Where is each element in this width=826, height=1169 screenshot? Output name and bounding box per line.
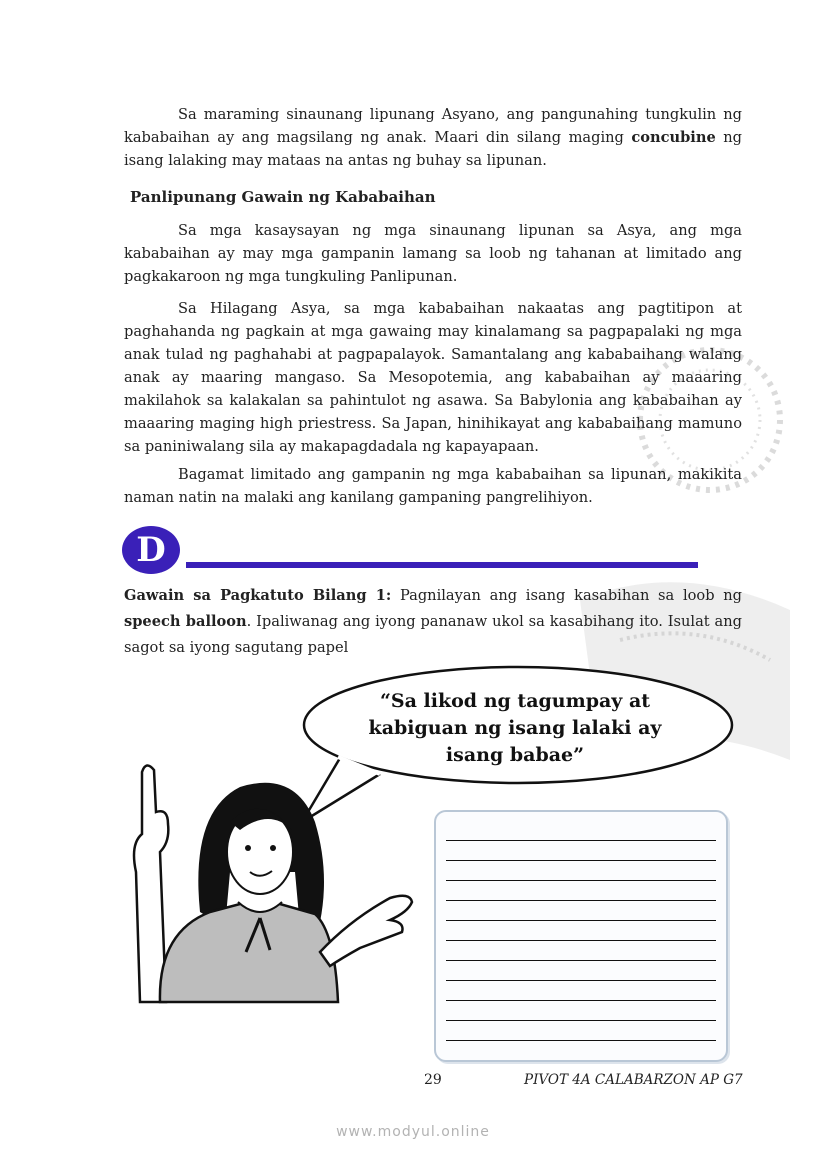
footer-title: PIVOT 4A CALABARZON AP G7 [524,1072,743,1088]
paragraph-intro: Sa maraming sinaunang lipunang Asyano, ang pangunahing tungkulin ng kababaihan ay ang magsilang ng anak. Maari din silang maging concubine ng isang lalaking may mataas na antas ng buhay sa lipunan. [124,106,742,169]
balloon-quote: “Sa likod ng tagumpay at kabiguan ng isang lalaki ay isang babae” [368,690,662,766]
watermark: www.modyul.online [336,1124,490,1140]
term-speech-balloon: speech balloon [124,613,247,630]
answer-line[interactable] [446,900,716,901]
page-number: 29 [424,1072,442,1088]
woman-illustration [120,752,420,1012]
activity-instructions: Gawain sa Pagkatuto Bilang 1: Pagnilayan ang isang kasabihan sa loob ng speech balloon. Ipaliwanag ang iyong pananaw ukol sa kasabihang ito. Isulat ang sagot sa iyong sagutang papel [124,587,742,656]
answer-line[interactable] [446,960,716,961]
answer-line[interactable] [446,860,716,861]
paragraph-2: Sa mga kasaysayan ng mga sinaunang lipunan sa Asya, ang mga kababaihan ay may mga gampanin lamang sa loob ng tahanan at limitado ang pagkakaroon ng mga tungkuling Panlipunan. [124,222,742,285]
paragraph-3: Sa Hilagang Asya, sa mga kababaihan nakaatas ang pagtitipon at paghahanda ng pagkain at mga gawaing may kinalamang sa pagpapalaki ng mga anak tulad ng paghahabi at pagpapalayok. Samantalang ang kababaihang walang anak ay maaring mangaso. Sa Mesopotemia, ang kababaihan ay maaaring makilahok sa kalakalan sa pahintulot ng asawa. Sa Babylonia ang kababaihan ay maaaring maging high priestress. Sa Japan, hinihikayat ang kababaihang mamuno sa paniniwalang sila ay makapagdadala ng kapayapaan. [124,300,742,455]
answer-line[interactable] [446,1020,716,1021]
section-rule [186,562,698,568]
answer-line[interactable] [446,940,716,941]
section-badge: D [122,526,180,574]
answer-box[interactable] [434,810,728,1062]
term-concubine: concubine [631,129,716,146]
paragraph-4: Bagamat limitado ang gampanin ng mga kababaihan sa lipunan, makikita naman natin na malaki ang kanilang gampaning pangrelihiyon. [124,466,742,506]
answer-line[interactable] [446,980,716,981]
section-heading: Panlipunang Gawain ng Kababaihan [130,188,436,206]
activity-label: Gawain sa Pagkatuto Bilang 1: [124,587,392,604]
answer-line[interactable] [446,880,716,881]
answer-line[interactable] [446,1040,716,1041]
answer-line[interactable] [446,840,716,841]
answer-line[interactable] [446,920,716,921]
answer-line[interactable] [446,1000,716,1001]
